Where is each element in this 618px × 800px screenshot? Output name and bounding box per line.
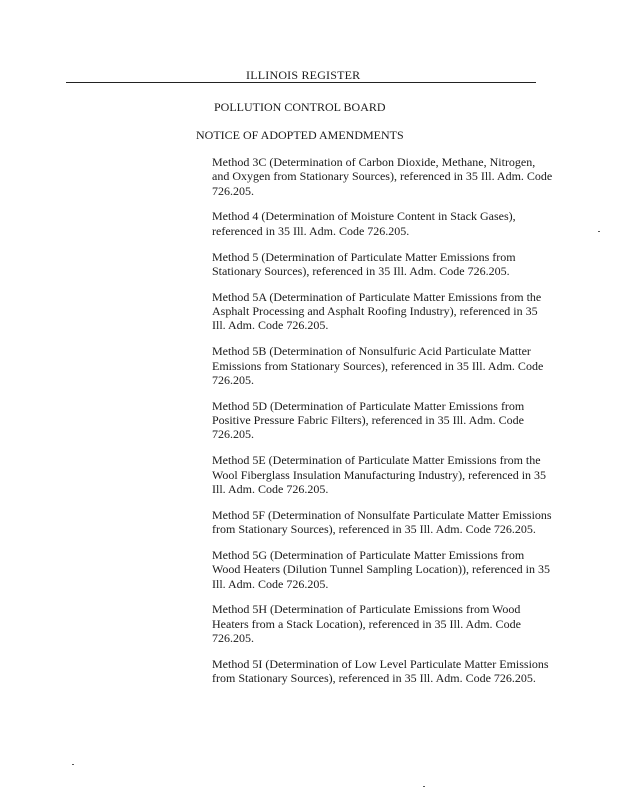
- scan-speck: [598, 231, 600, 232]
- method-item: Method 5E (Determination of Particulate Matter Emissions from the Wool Fiberglass Insulation Manufacturing Industry), referenced in 35 Ill. Adm. Code 726.205.: [212, 453, 547, 496]
- method-item: Method 5A (Determination of Particulate Matter Emissions from the Asphalt Processing and Asphalt Roofing Industry), referenced in 35 Ill. Adm. Code 726.205.: [212, 289, 542, 333]
- method-item: Method 5H (Determination of Particulate Emissions from Wood Heaters from a Stack Location), referenced in 35 Ill. Adm. Code 726.205.: [212, 602, 521, 646]
- method-item: Method 5B (Determination of Nonsulfuric Acid Particulate Matter Emissions from Stationary Sources), referenced in 35 Ill. Adm. Code 726.205.: [212, 344, 544, 387]
- method-item: Method 4 (Determination of Moisture Content in Stack Gases), referenced in 35 Ill. Adm. Code 726.205.: [212, 209, 516, 238]
- method-list: [212, 155, 554, 697]
- method-item: Method 5F (Determination of Nonsulfate Particulate Matter Emissions from Stationary Sources), referenced in 35 Ill. Adm. Code 726.205.: [212, 507, 552, 537]
- method-item: Method 5G (Determination of Particulate Matter Emissions from Wood Heaters (Dilution Tunnel Sampling Location)), referenced in 35 Ill. Adm. Code 726.205.: [212, 547, 550, 591]
- header-rule: [66, 82, 536, 83]
- method-item: Method 5D (Determination of Particulate Matter Emissions from Positive Pressure Fabric Filters), referenced in 35 Ill. Adm. Code 726.205.: [212, 398, 525, 442]
- register-title: ILLINOIS REGISTER: [246, 68, 361, 82]
- scan-speck: [423, 786, 425, 787]
- method-item: Method 5I (Determination of Low Level Particulate Matter Emissions from Stationary Sources), referenced in 35 Ill. Adm. Code 726.205.: [212, 656, 549, 686]
- board-name: POLLUTION CONTROL BOARD: [214, 100, 386, 114]
- notice-heading: NOTICE OF ADOPTED AMENDMENTS: [196, 128, 404, 142]
- method-item: Method 5 (Determination of Particulate Matter Emissions from Stationary Sources), referenced in 35 Ill. Adm. Code 726.205.: [212, 249, 516, 278]
- method-item: Method 3C (Determination of Carbon Dioxide, Methane, Nitrogen, and Oxygen from Stationary Sources), referenced in 35 Ill. Adm. Code 726.205.: [212, 155, 553, 198]
- scan-speck: [72, 764, 74, 765]
